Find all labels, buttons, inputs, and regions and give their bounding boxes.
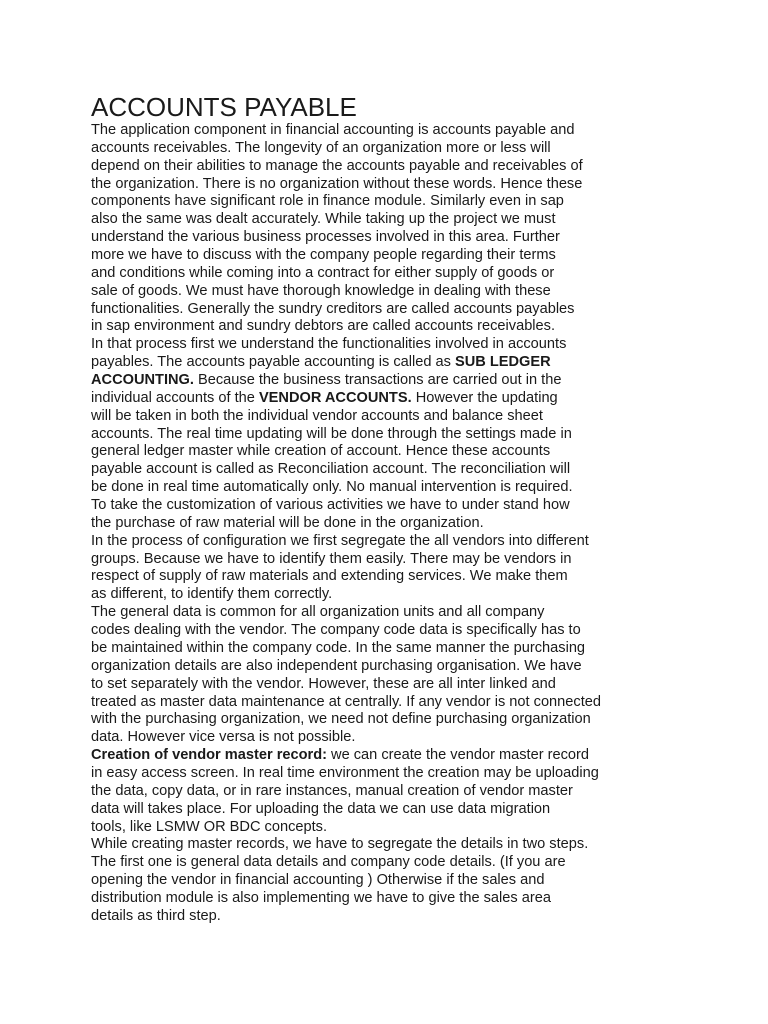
text-run: distribution module is also implementing we have to give the sales area (91, 889, 551, 906)
text-line (91, 301, 731, 319)
text-run: accounts receivables. The longevity of an organization more or less will (91, 139, 551, 156)
text-line (91, 336, 731, 354)
text-line (91, 390, 731, 408)
text-line (91, 854, 731, 872)
text-line (91, 783, 731, 801)
text-run: Because the business transactions are carried out in the (193, 372, 562, 389)
text-run: components have significant role in finance module. Similarly even in sap (91, 193, 564, 210)
text-run: depend on their abilities to manage the accounts payable and receivables of (91, 157, 583, 174)
text-run: accounts. The real time updating will be done through the settings made in (91, 425, 572, 442)
text-line (91, 551, 731, 569)
text-run: data will takes place. For uploading the data we can use data migration (91, 800, 551, 817)
text-line (91, 265, 731, 283)
text-line (91, 694, 731, 712)
text-run: sale of goods. We must have thorough knowledge in dealing with these (91, 282, 551, 299)
text-run: payable account is called as Reconciliation account. The reconciliation will (91, 461, 571, 478)
text-run: groups. Because we have to identify them easily. There may be vendors in (91, 550, 572, 567)
text-run: payables. The accounts payable accounting is called as (91, 354, 455, 371)
bold-term: Creation of vendor master record: (91, 747, 327, 764)
text-run: opening the vendor in financial accounting ) Otherwise if the sales and (91, 872, 545, 889)
text-line (91, 479, 731, 497)
text-run: respect of supply of raw materials and extending services. We make them (91, 568, 568, 585)
text-line (91, 872, 731, 890)
text-line (91, 801, 731, 819)
text-line (91, 604, 731, 622)
text-run: organization details are also independent purchasing organisation. We have (91, 657, 582, 674)
text-line (91, 729, 731, 747)
text-run: details as third step. (91, 907, 221, 924)
text-line (91, 765, 731, 783)
text-run: In that process first we understand the functionalities involved in accounts (91, 336, 567, 353)
text-run: While creating master records, we have to segregate the details in two steps. (91, 836, 589, 853)
text-line (91, 586, 731, 604)
text-run: understand the various business processes involved in this area. Further (91, 229, 560, 246)
text-line (91, 461, 731, 479)
text-line (91, 122, 731, 140)
bold-term: SUB LEDGER (455, 354, 551, 371)
text-line (91, 193, 731, 211)
text-line (91, 176, 731, 194)
text-line (91, 158, 731, 176)
text-run: To take the customization of various activities we have to under stand how (91, 497, 570, 514)
text-line (91, 622, 731, 640)
text-line (91, 890, 731, 908)
text-line (91, 908, 731, 926)
text-run: tools, like LSMW OR BDC concepts. (91, 818, 328, 835)
text-line (91, 533, 731, 551)
text-run: be maintained within the company code. In the same manner the purchasing (91, 639, 586, 656)
text-run: codes dealing with the vendor. The company code data is specifically has to (91, 622, 581, 639)
text-line (91, 819, 731, 837)
text-run: treated as master data maintenance at centrally. If any vendor is not connected (91, 693, 601, 710)
bold-term: VENDOR ACCOUNTS. (258, 389, 412, 406)
text-line (91, 747, 731, 765)
text-run: and conditions while coming into a contract for either supply of goods or (91, 264, 555, 281)
text-line (91, 568, 731, 586)
text-line (91, 229, 731, 247)
text-run: be done in real time automatically only. No manual intervention is required. (91, 479, 573, 496)
text-line (91, 515, 731, 533)
text-run: also the same was dealt accurately. While taking up the project we must (91, 211, 556, 228)
text-run: as different, to identify them correctly. (91, 586, 333, 603)
text-line (91, 283, 731, 301)
text-line (91, 711, 731, 729)
text-run: the organization. There is no organization without these words. Hence these (91, 175, 583, 192)
text-line (91, 497, 731, 515)
text-run: more we have to discuss with the company people regarding their terms (91, 247, 556, 264)
text-line (91, 658, 731, 676)
text-line (91, 211, 731, 229)
text-line (91, 372, 731, 390)
text-run: we can create the vendor master record (327, 747, 590, 764)
text-run: in sap environment and sundry debtors are called accounts receivables. (91, 318, 556, 335)
text-run: the data, copy data, or in rare instances, manual creation of vendor master (91, 782, 573, 799)
text-line (91, 140, 731, 158)
text-run: functionalities. Generally the sundry creditors are called accounts payables (91, 300, 575, 317)
text-line (91, 676, 731, 694)
body-text (91, 122, 731, 926)
text-run: data. However vice versa is not possible. (91, 729, 356, 746)
text-line (91, 354, 731, 372)
text-run: with the purchasing organization, we need not define purchasing organization (91, 711, 591, 728)
text-line (91, 836, 731, 854)
text-run: The application component in financial accounting is accounts payable and (91, 122, 575, 138)
text-run: general ledger master while creation of account. Hence these accounts (91, 443, 551, 460)
text-run: However the updating (411, 389, 558, 406)
bold-term: ACCOUNTING. (91, 372, 194, 389)
text-run: In the process of configuration we first segregate the all vendors into different (91, 532, 589, 549)
page-title: ACCOUNTS PAYABLE (91, 92, 357, 122)
text-run: to set separately with the vendor. However, these are all inter linked and (91, 675, 556, 692)
text-run: The first one is general data details and company code details. (If you are (91, 854, 566, 871)
text-line (91, 408, 731, 426)
text-line (91, 443, 731, 461)
text-line (91, 426, 731, 444)
text-line (91, 247, 731, 265)
text-run: in easy access screen. In real time environment the creation may be uploading (91, 764, 599, 781)
text-run: The general data is common for all organization units and all company (91, 604, 545, 621)
text-run: individual accounts of the (91, 389, 259, 406)
text-line (91, 318, 731, 336)
text-run: the purchase of raw material will be done in the organization. (91, 514, 484, 531)
text-run: will be taken in both the individual vendor accounts and balance sheet (91, 407, 543, 424)
text-line (91, 640, 731, 658)
